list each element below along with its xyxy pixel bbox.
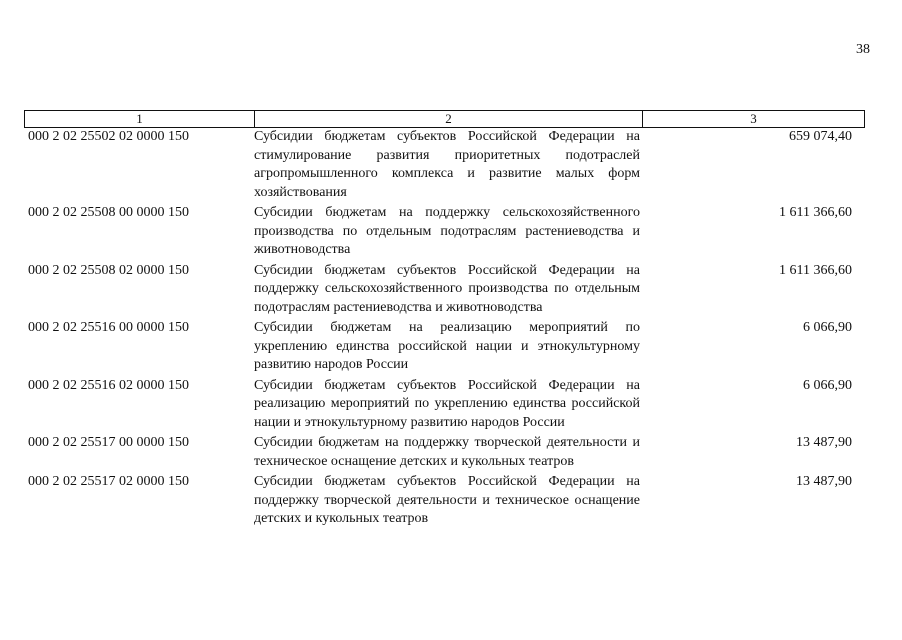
table-row <box>24 434 864 471</box>
item-description: Субсидии бюджетам субъектов Российской Федерации на стимулирование развития приоритетных подотраслей агропромышленного комплекса и развитие малых форм хозяйствования <box>254 129 640 200</box>
column-header-2: 2 <box>255 111 643 128</box>
table-row <box>24 473 864 529</box>
item-amount: 1 611 366,60 <box>779 205 852 220</box>
item-description: Субсидии бюджетам на поддержку сельскохозяйственного производства по отдельным подотраслям растениеводства и животноводства <box>254 205 640 257</box>
budget-table-body <box>24 128 864 531</box>
column-header-table <box>24 110 865 128</box>
column-header-1: 1 <box>25 111 255 128</box>
table-row <box>24 204 864 260</box>
item-amount: 659 074,40 <box>789 129 852 144</box>
item-description: Субсидии бюджетам на поддержку творческой деятельности и техническое оснащение детских и кукольных театров <box>254 435 640 469</box>
item-description: Субсидии бюджетам на реализацию мероприятий по укреплению единства российской нации и этнокультурному развитию народов России <box>254 320 640 372</box>
table-row <box>24 319 864 375</box>
budget-code: 000 2 02 25516 02 0000 150 <box>28 377 189 393</box>
table-row <box>24 128 864 202</box>
page-number: 38 <box>856 42 870 57</box>
item-amount: 6 066,90 <box>803 377 852 393</box>
item-amount: 13 487,90 <box>796 435 852 450</box>
column-header-row <box>25 111 865 128</box>
column-header-3: 3 <box>643 111 865 128</box>
budget-code: 000 2 02 25508 02 0000 150 <box>28 262 189 278</box>
item-amount: 1 611 366,60 <box>779 262 852 278</box>
item-amount: 13 487,90 <box>796 474 852 489</box>
budget-code: 000 2 02 25516 00 0000 150 <box>28 320 189 335</box>
budget-code: 000 2 02 25517 00 0000 150 <box>28 435 189 450</box>
item-description: Субсидии бюджетам субъектов Российской Федерации на реализацию мероприятий по укреплению единства российской нации и этнокультурному развитию народов России <box>254 377 640 430</box>
item-description: Субсидии бюджетам субъектов Российской Федерации на поддержку творческой деятельности и техническое оснащение детских и кукольных театров <box>254 474 640 526</box>
table-row <box>24 262 864 318</box>
budget-code: 000 2 02 25508 00 0000 150 <box>28 205 189 220</box>
item-amount: 6 066,90 <box>803 320 852 335</box>
budget-code: 000 2 02 25502 02 0000 150 <box>28 129 189 144</box>
item-description: Субсидии бюджетам субъектов Российской Федерации на поддержку сельскохозяйственного производства по отдельным подотраслям растениеводства и животноводства <box>254 262 640 315</box>
budget-code: 000 2 02 25517 02 0000 150 <box>28 474 189 489</box>
table-row <box>24 377 864 433</box>
